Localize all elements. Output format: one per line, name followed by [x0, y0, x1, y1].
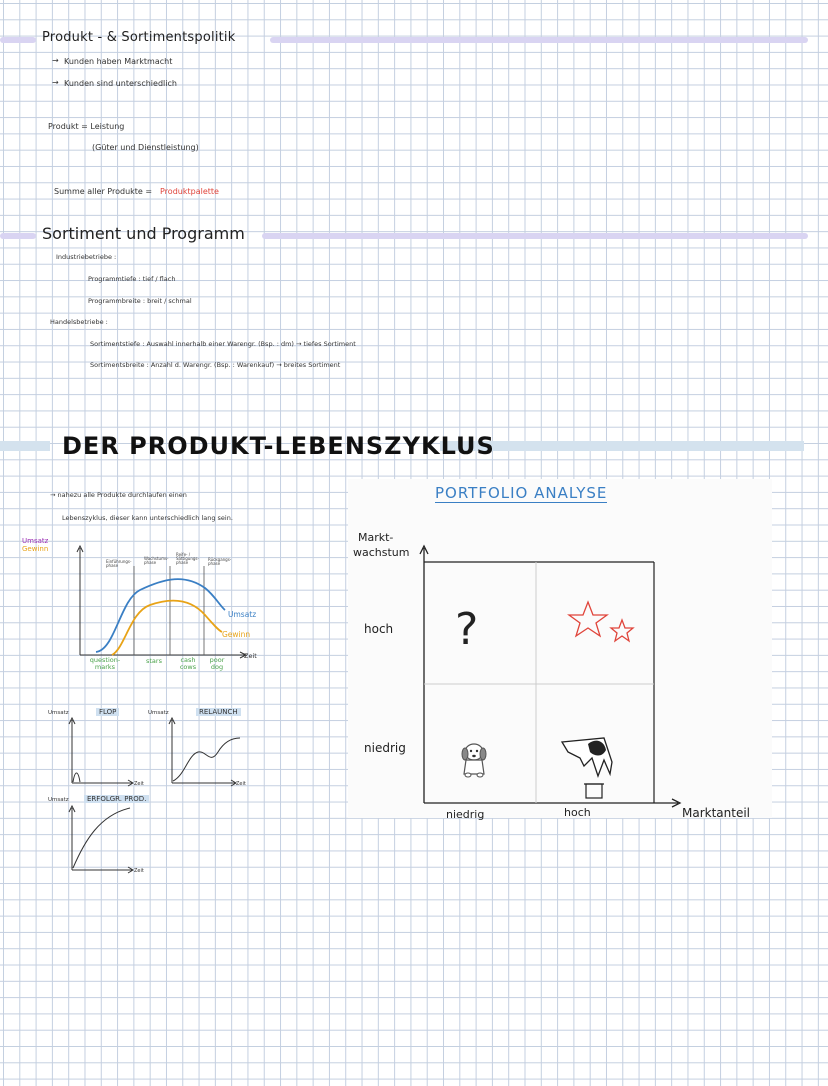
section2-title: Sortiment und Programm — [42, 224, 245, 243]
bullet-1: Kunden haben Marktmacht — [64, 57, 173, 66]
intro-line-2: Lebenszyklus, dieser kann unterschiedlich lang sein. — [62, 514, 233, 522]
phase-label: Rückgangs-phase — [208, 557, 232, 566]
industrie-label: Industriebetriebe : — [56, 253, 117, 261]
row-label-high: hoch — [364, 622, 394, 636]
bullet-2: Kunden sind unterschiedlich — [64, 79, 177, 88]
erfolg-title: ERFOLGR. PROD. — [84, 795, 149, 803]
y-label-umsatz: Umsatz — [22, 537, 49, 545]
section1-title: Produkt - & Sortimentspolitik — [42, 30, 236, 45]
title-highlight-left — [0, 441, 50, 451]
title-highlight-left — [0, 37, 36, 43]
portfolio-y-label-2: wachstum — [353, 546, 410, 559]
relaunch-x-label: Zeit — [236, 781, 246, 787]
title-highlight-left — [0, 233, 36, 239]
programmtiefe: Programmtiefe : tief / flach — [88, 275, 176, 283]
flop-title: FLOP — [96, 708, 119, 716]
produkt-subdefinition: (Güter und Dienstleistung) — [92, 143, 199, 152]
programmbreite: Programmbreite : breit / schmal — [88, 297, 192, 305]
col-label-low: niedrig — [446, 808, 485, 821]
title-highlight-right — [262, 233, 808, 239]
series-label-gewinn: Gewinn — [222, 630, 251, 639]
bullet-arrow-icon: → — [52, 56, 59, 65]
bottom-label-question-marks: question-marks — [89, 656, 121, 671]
flop-y-label: Umsatz — [48, 710, 69, 716]
handel-label: Handelsbetriebe : — [50, 318, 108, 326]
title-highlight-right — [270, 37, 808, 43]
portfolio-title: PORTFOLIO ANALYSE — [435, 484, 608, 502]
x-axis-label: Zeit — [244, 652, 257, 660]
section3-title: DER PRODUKT-LEBENSZYKLUS — [62, 432, 495, 460]
intro-line-1: → nahezu alle Produkte durchlaufen einen — [50, 491, 187, 499]
y-label-gewinn: Gewinn — [22, 545, 49, 553]
bullet-arrow-icon: → — [52, 78, 59, 87]
summe-value: Produktpalette — [160, 187, 219, 196]
produkt-definition: Produkt = Leistung — [48, 122, 125, 131]
phase-label: Wachstums-phase — [144, 556, 169, 565]
phase-label: Reife- / Sättigungs-phase — [176, 552, 199, 565]
portfolio-panel — [348, 479, 772, 818]
sortimentsbreite: Sortimentsbreite : Anzahl d. Warengr. (Bsp. : Warenkauf) → breites Sortiment — [90, 361, 341, 369]
sortimentstiefe: Sortimentstiefe : Auswahl innerhalb einer Warengr. (Bsp. : dm) → tiefes Sortiment — [90, 340, 356, 348]
bottom-label-stars: stars — [146, 657, 162, 665]
erfolg-y-label: Umsatz — [48, 797, 69, 803]
erfolg-x-label: Zeit — [134, 868, 144, 874]
bottom-label-cash-cows: cash cows — [179, 656, 197, 671]
portfolio-y-label-1: Markt- — [358, 531, 394, 544]
phase-label: Einführungs-phase — [106, 559, 132, 568]
question-mark-icon: ? — [455, 604, 479, 655]
relaunch-y-label: Umsatz — [148, 710, 169, 716]
row-label-low: niedrig — [364, 741, 406, 755]
bottom-label-poor-dog: poor dog — [209, 656, 225, 671]
flop-x-label: Zeit — [134, 781, 144, 787]
relaunch-title: RELAUNCH — [196, 708, 241, 716]
x-axis-label-marktanteil: Marktanteil — [682, 806, 751, 820]
col-label-high: hoch — [564, 806, 591, 819]
series-label-umsatz: Umsatz — [228, 610, 257, 619]
summe-label: Summe aller Produkte = — [54, 187, 153, 196]
